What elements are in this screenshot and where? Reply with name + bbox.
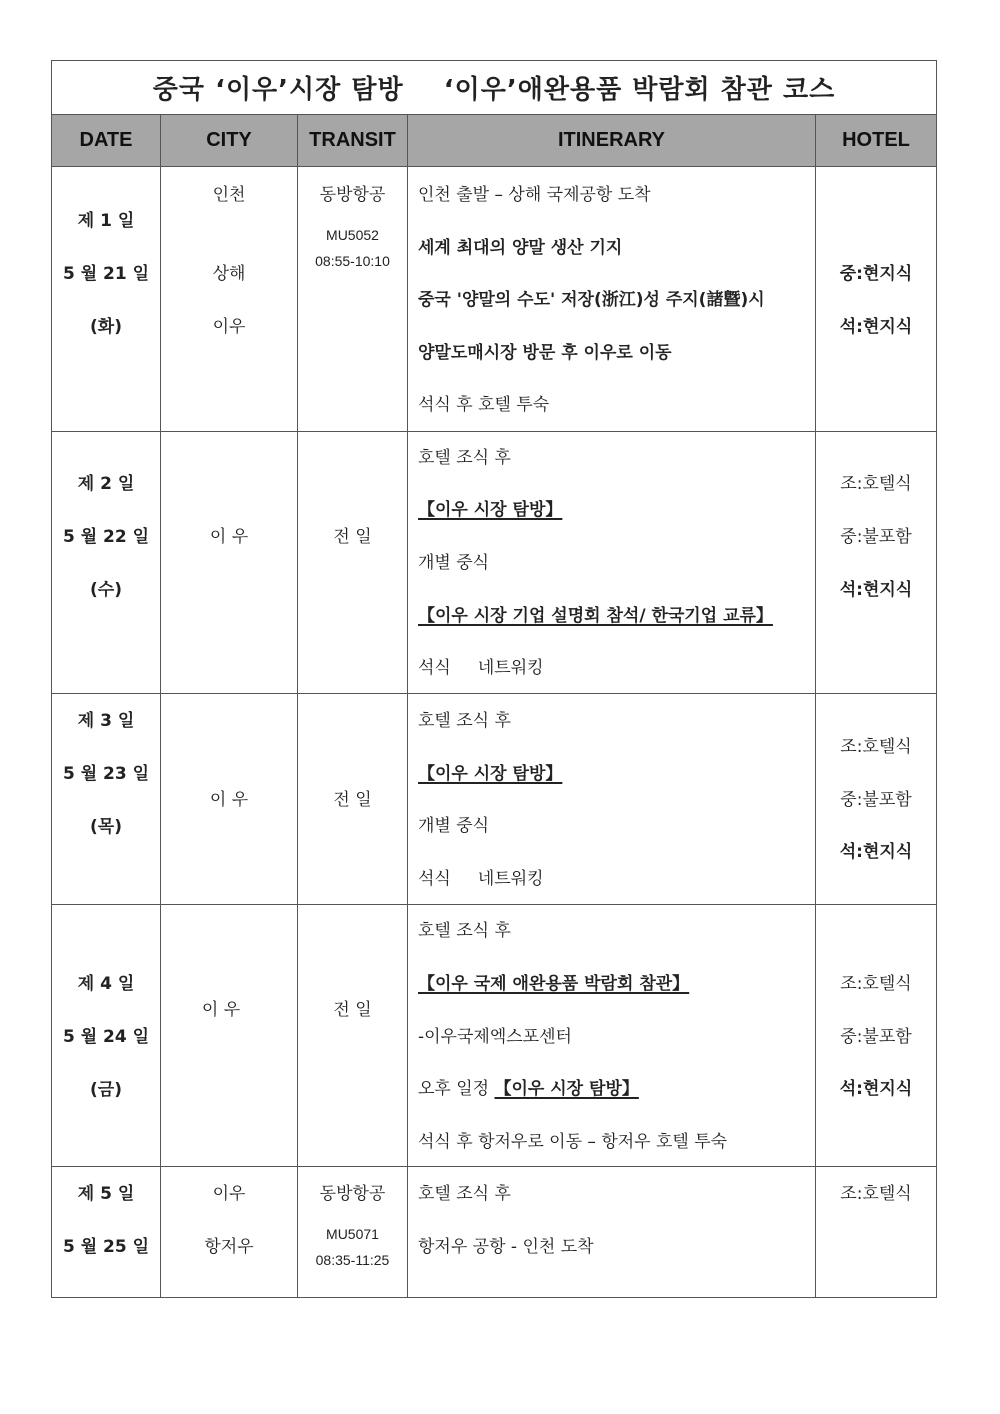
- weekday-label: (수): [90, 580, 122, 600]
- itinerary-item: 석식 네트워킹: [418, 658, 544, 678]
- row-divider: [52, 693, 936, 694]
- itinerary-highlight: 【이우 시장 탐방】: [418, 764, 563, 784]
- column-divider: [815, 114, 816, 1297]
- city-label: 이우: [212, 1184, 246, 1204]
- flight-time: 08:55-10:10: [315, 253, 390, 269]
- column-divider: [407, 114, 408, 1297]
- airline-label: 동방항공: [319, 185, 386, 205]
- itinerary-item: 양말도매시장 방문 후 이우로 이동: [418, 343, 672, 363]
- meal-label: 중:현지식: [839, 264, 913, 284]
- page-title: 중국 ‘이우’시장 탐방 ‘이우’애완용품 박람회 참관 코스: [152, 75, 836, 105]
- date-label: 5 월 23 일: [62, 764, 150, 784]
- itinerary-item: -이우국제엑스포센터: [418, 1027, 572, 1047]
- meal-label: 석:현지식: [839, 842, 913, 862]
- transit-label: 전 일: [333, 527, 372, 547]
- itinerary-item: 호텔 조식 후: [418, 921, 511, 941]
- header-city: CITY: [206, 129, 252, 151]
- weekday-label: (목): [90, 817, 122, 837]
- row-divider: [52, 904, 936, 905]
- itinerary-highlight: 【이우 국제 애완용품 박람회 참관】: [418, 974, 690, 994]
- itinerary-highlight: 【이우 시장 기업 설명회 참석/ 한국기업 교류】: [418, 606, 773, 626]
- day-label: 제 1 일: [77, 211, 135, 231]
- transit-label: 전 일: [333, 1000, 372, 1020]
- flight-number: MU5071: [326, 1226, 379, 1242]
- itinerary-item: 중국 '양말의 수도' 저장(浙江)성 주지(諸曁)시: [418, 290, 765, 310]
- meal-label: 석:현지식: [839, 1079, 913, 1099]
- meal-label: 조:호텔식: [840, 974, 912, 994]
- weekday-label: (화): [90, 317, 122, 337]
- city-label: 이 우: [209, 527, 249, 547]
- day-label: 제 3 일: [77, 711, 135, 731]
- meal-label: 석:현지식: [839, 317, 913, 337]
- table-header: [52, 114, 936, 167]
- meal-label: 조:호텔식: [840, 474, 912, 494]
- meal-label: 중:불포함: [840, 790, 912, 810]
- flight-number: MU5052: [326, 227, 379, 243]
- afternoon-label: 오후 일정: [418, 1079, 495, 1099]
- row-divider: [52, 431, 936, 432]
- header-transit: TRANSIT: [309, 129, 396, 151]
- header-date: DATE: [79, 129, 133, 151]
- itinerary-item: 호텔 조식 후: [418, 711, 511, 731]
- row-divider: [52, 1166, 936, 1167]
- city-label: 이우: [212, 317, 246, 337]
- itinerary-item: 호텔 조식 후: [418, 1184, 511, 1204]
- airline-label: 동방항공: [319, 1184, 386, 1204]
- itinerary-item: 개별 중식: [418, 553, 490, 573]
- header-itinerary: ITINERARY: [557, 129, 666, 151]
- flight-time: 08:35-11:25: [315, 1252, 390, 1268]
- meal-label: 조:호텔식: [840, 1184, 912, 1204]
- column-divider: [297, 114, 298, 1297]
- meal-label: 중:불포함: [840, 1027, 912, 1047]
- itinerary-table: [51, 60, 937, 1298]
- date-label: 5 월 25 일: [62, 1237, 150, 1257]
- city-label: 상해: [212, 264, 246, 284]
- itinerary-item: 항저우 공항 - 인천 도착: [418, 1237, 594, 1257]
- itinerary-item: 석식 후 호텔 투숙: [418, 395, 550, 415]
- itinerary-highlight: 【이우 시장 탐방】: [494, 1079, 639, 1099]
- transit-label: 전 일: [333, 790, 372, 810]
- date-label: 5 월 24 일: [62, 1027, 150, 1047]
- itinerary-item: 개별 중식: [418, 816, 490, 836]
- itinerary-highlight: 【이우 시장 탐방】: [418, 500, 563, 520]
- itinerary-item: [418, 1079, 639, 1099]
- meal-label: 석:현지식: [839, 580, 913, 600]
- city-label: 이 우: [209, 790, 249, 810]
- date-label: 5 월 22 일: [62, 527, 150, 547]
- city-label: 이 우: [201, 1000, 241, 1020]
- itinerary-item: 석식 네트워킹: [418, 869, 544, 889]
- itinerary-item: 세계 최대의 양말 생산 기지: [418, 238, 623, 258]
- column-divider: [160, 114, 161, 1297]
- city-label: 인천: [212, 185, 246, 205]
- meal-label: 중:불포함: [840, 527, 912, 547]
- itinerary-item: 호텔 조식 후: [418, 448, 511, 468]
- itinerary-item: 인천 출발 – 상해 국제공항 도착: [418, 185, 651, 205]
- itinerary-item: 석식 후 항저우로 이동 – 항저우 호텔 투숙: [418, 1132, 728, 1152]
- day-label: 제 2 일: [77, 474, 135, 494]
- day-label: 제 4 일: [77, 974, 135, 994]
- day-label: 제 5 일: [77, 1184, 135, 1204]
- city-label: 항저우: [204, 1237, 254, 1257]
- weekday-label: (금): [90, 1080, 122, 1100]
- meal-label: 조:호텔식: [840, 737, 912, 757]
- date-label: 5 월 21 일: [62, 264, 150, 284]
- header-hotel: HOTEL: [842, 129, 910, 151]
